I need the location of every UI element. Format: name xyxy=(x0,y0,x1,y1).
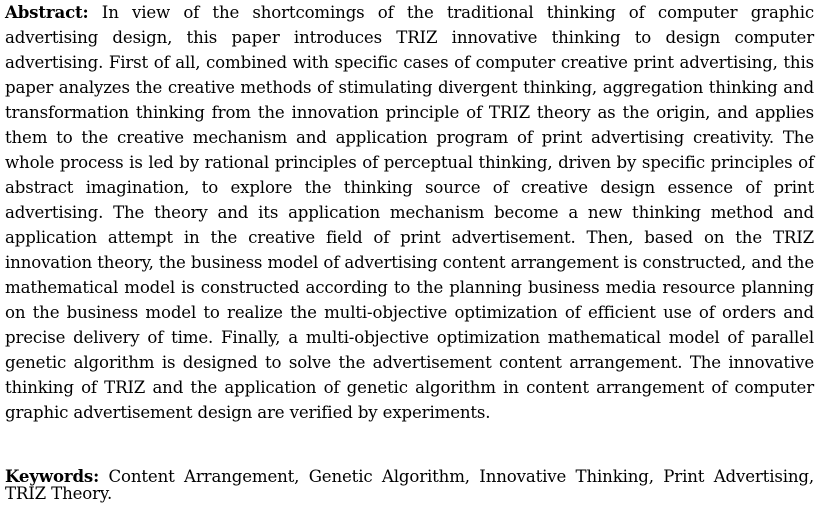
paper-page xyxy=(5,0,815,503)
keywords-text: Content Arrangement, Genetic Algorithm, Innovative Thinking, Print Advertising, TRIZ Theory. xyxy=(5,467,815,503)
keywords-label: Keywords: xyxy=(5,466,100,486)
abstract-label: Abstract: xyxy=(5,2,89,22)
abstract-text: In view of the shortcomings of the traditional thinking of computer graphic advertising design, this paper introduces TRIZ innovative thinking to design computer advertising. First of all, combined with specific cases of computer creative print advertising, this paper analyzes the creative methods of stimulating divergent thinking, aggregation thinking and transformation thinking from the innovation principle of TRIZ theory as the origin, and applies them to the creative mechanism and application program of print advertising creativity. The whole process is led by rational principles of perceptual thinking, driven by specific principles of abstract imagination, to explore the thinking source of creative design essence of print advertising. The theory and its application mechanism become a new thinking method and application attempt in the creative field of print advertisement. Then, based on the TRIZ innovation theory, the business model of advertising content arrangement is constructed, and the mathematical model is constructed according to the planning business media resource planning on the business model to realize the multi-objective optimization of efficient use of orders and precise delivery of time. Finally, a multi-objective optimization mathematical model of parallel genetic algorithm is designed to solve the advertisement content arrangement. The innovative thinking of TRIZ and the application of genetic algorithm in content arrangement of computer graphic advertisement design are verified by experiments. xyxy=(5,3,814,422)
abstract-paragraph xyxy=(5,0,814,425)
keywords-paragraph xyxy=(5,468,814,502)
